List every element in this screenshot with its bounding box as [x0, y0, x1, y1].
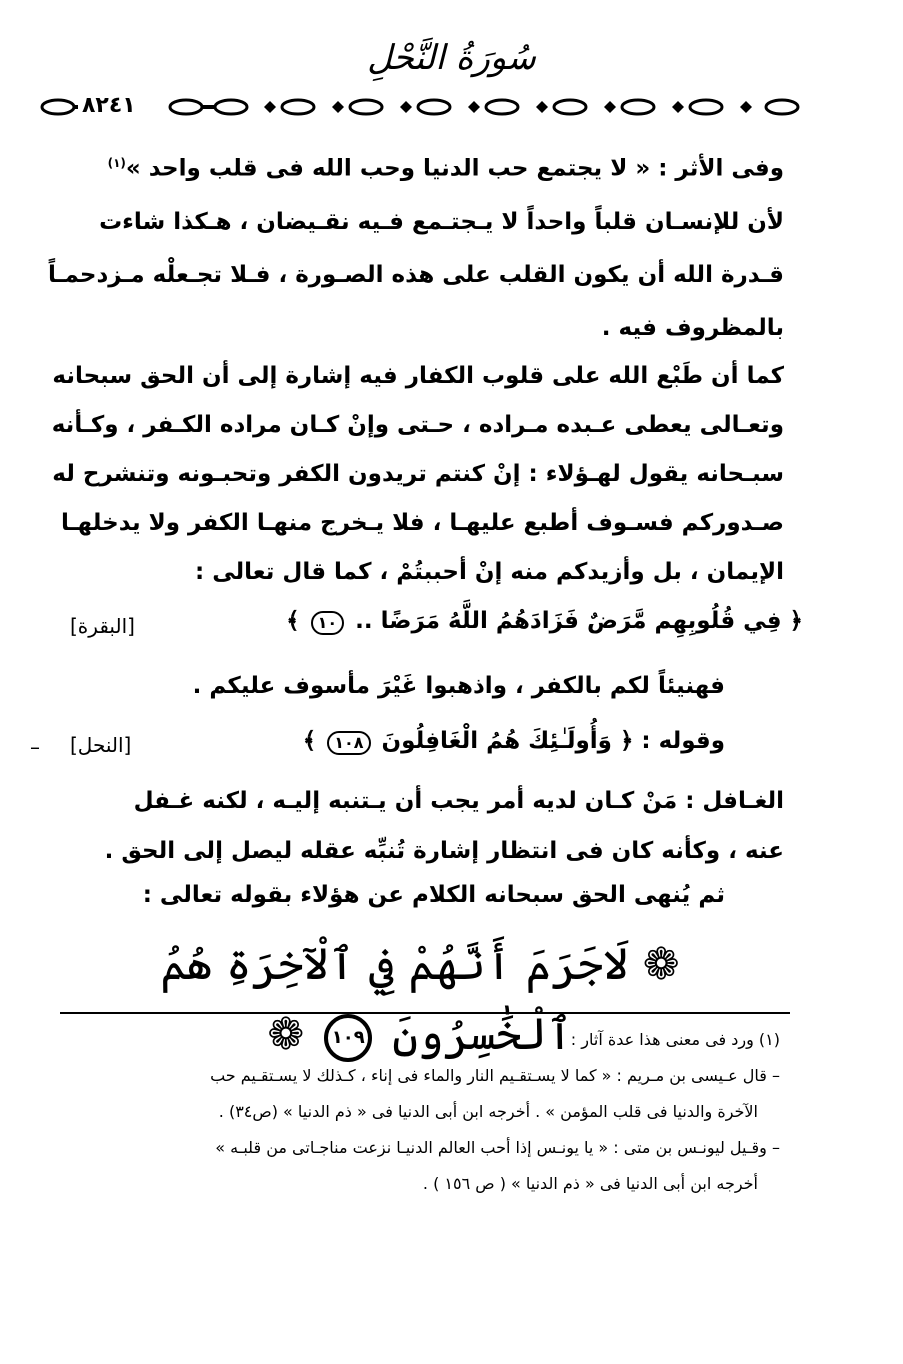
verse-baqarah	[286, 608, 803, 635]
text-line: سبـحانه يقول لهـؤلاء : إنْ كنتم تريدون الكفر وتحبـونه وتنشرح له	[52, 461, 784, 487]
text-line: صـدوركم فسـوف أطبع عليهـا ، فلا يـخرج منهـا الكفر ولا يدخلهـا	[61, 510, 784, 536]
text-line: الغـافل : مَنْ كـان لديه أمر يجب أن يـتنبه إليـه ، لكنه غـفل	[133, 788, 784, 814]
main-text-block-1	[62, 138, 784, 195]
large-ayah-number: ١٠٩	[324, 1014, 372, 1062]
margin-mark: –	[30, 735, 40, 759]
text-line: لأن للإنسـان قلباً واحداً لا يـجتـمع فـيه نقـيضان ، هـكذا شاءت	[99, 209, 784, 235]
paragraph-2	[47, 196, 784, 355]
footnotes	[62, 1022, 780, 1202]
footnote-marker: (١)	[107, 156, 126, 170]
surah-title: سُورَةُ النَّحْلِ	[367, 38, 536, 78]
paragraph-5	[62, 776, 784, 876]
footnote-intro: (١) ورد فى معنى هذا عدة آثار :	[570, 1030, 780, 1049]
footnote-line: – قال عـيسى بن مـريم : « كما لا يسـتقـيم النار والماء فى إناء ، كـذلك لا يسـتقـيم حب	[210, 1066, 780, 1085]
athar-quote: وفى الأثر : « لا يجتمع حب الدنيا وحب الله فى قلب واحد »	[125, 155, 784, 182]
text-line: كما أن طَبْع الله على قلوب الكفار فيه إشارة إلى أن الحق سبحانه	[52, 363, 784, 389]
footnote-line: – وقـيل ليونـس بن متى : « يا يونـس إذا أحب العالم الدنيـا نزعت مناجـاتى من قلبـه »	[215, 1138, 780, 1157]
verse-nahl	[303, 728, 725, 755]
text-line: الإيمان ، بل وأزيدكم منه إنْ أحببتُمْ ، كما قال تعالى :	[194, 559, 784, 585]
paragraph-3	[51, 352, 784, 597]
ayah-number: ١٠	[311, 611, 345, 635]
text-line: وتعـالى يعطى عـبده مـراده ، حـتى وإنْ كـان مراده الكـفر ، وكـأنه	[51, 412, 784, 438]
verse-text: ﴿ فِي قُلُوبِهِم مَّرَضٌ فَزَادَهُمُ اللَّهُ مَرَضًا ..	[347, 608, 803, 634]
ornament-border	[36, 92, 804, 122]
footnote-line: الآخرة والدنيا فى قلب المؤمن » . أخرجه ابن أبى الدنيا فى « ذم الدنيا » (ص٣٤) .	[218, 1102, 758, 1121]
page-number: ٨٢٤١	[78, 93, 140, 118]
footnote-divider	[60, 1012, 790, 1014]
comment-line: فهنيئاً لكم بالكفر ، واذهبوا غَيْرَ مأسوف عليكم .	[192, 673, 725, 699]
text-line: عنه ، وكأنه كان فى انتظار إشارة تُنبِّه عقله ليصل إلى الحق .	[104, 838, 784, 864]
intro-line: ثم يُنهى الحق سبحانه الكلام عن هؤلاء بقوله تعالى :	[142, 882, 725, 908]
verse-close: ﴾	[286, 608, 308, 634]
ornament-right: ❁	[642, 939, 680, 990]
verse-reference: [النحل]	[70, 733, 132, 757]
verse-close: ﴾	[302, 728, 325, 754]
ornament-left: ❁	[267, 1009, 305, 1060]
footnote-line: أخرجه ابن أبى الدنيا فى « ذم الدنيا » ( ص ١٥٦ ) .	[422, 1174, 758, 1193]
text-line: بالمظروف فيه .	[601, 315, 784, 341]
large-verse-text: لَاجَرَمَ أَنَّهُمْ فِي ٱلْآخِرَةِ هُمُ ٱلْخَٰسِرُونَ	[160, 939, 629, 1060]
verse-reference: [البقرة]	[70, 614, 135, 638]
text-line	[62, 138, 784, 195]
text-line: قـدرة الله أن يكون القلب على هذه الصـورة ، فـلا تجـعلْه مـزدحمـاً	[47, 262, 784, 288]
verse-text: وقوله : ﴿ وَأُولَـٰئِكَ هُمُ الْغَافِلُونَ	[373, 728, 725, 754]
ayah-number: ١٠٨	[327, 731, 370, 755]
